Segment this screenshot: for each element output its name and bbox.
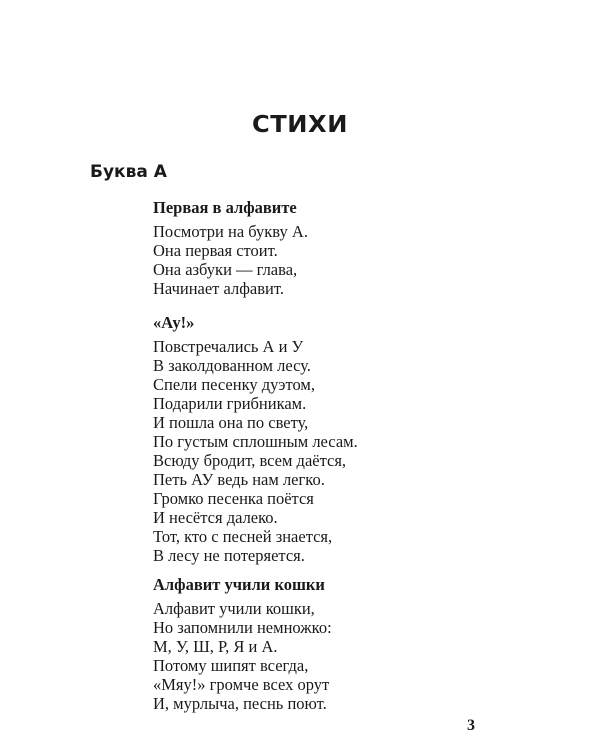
poem-line: Алфавит учили кошки, — [153, 599, 315, 618]
poem-line: В заколдованном лесу. — [153, 356, 311, 375]
poem-line: В лесу не потеряется. — [153, 546, 305, 565]
poem-line: Всюду бродит, всем даётся, — [153, 451, 347, 470]
poem-line: Громко песенка поётся — [153, 489, 314, 508]
poem-line: Петь АУ ведь нам легко. — [153, 470, 325, 489]
page-number: 3 — [467, 717, 475, 734]
poem-title: «Ау!» — [153, 313, 195, 332]
poem-line: Повстречались А и У — [153, 337, 304, 356]
poem-cats-learned-alphabet — [153, 575, 332, 713]
poem-line: Тот, кто с песней знается, — [153, 527, 333, 546]
section-title: СТИХИ — [252, 112, 348, 138]
poem-line: Посмотри на букву А. — [153, 222, 308, 241]
poem-line: Начинает алфавит. — [153, 279, 284, 298]
poem-line: «Мяу!» громче всех орут — [153, 675, 330, 694]
poem-title: Алфавит учили кошки — [153, 575, 325, 594]
poem-title: Первая в алфавите — [153, 198, 297, 217]
poem-line: И, мурлыча, песнь поют. — [153, 694, 327, 713]
poem-line: Подарили грибникам. — [153, 394, 307, 413]
poem-line: Потому шипят всегда, — [153, 656, 309, 675]
poem-line: Она азбуки — глава, — [153, 260, 298, 279]
poem-line: Она первая стоит. — [153, 241, 278, 260]
poem-first-in-alphabet — [153, 198, 308, 298]
poem-au — [153, 313, 358, 565]
poem-line: И пошла она по свету, — [153, 413, 309, 432]
chapter-title: Буква А — [90, 162, 167, 182]
poem-line: Но запомнили немножко: — [153, 618, 332, 637]
poem-line: По густым сплошным лесам. — [153, 432, 358, 451]
poem-line: И несётся далеко. — [153, 508, 278, 527]
poem-line: М, У, Ш, Р, Я и А. — [153, 637, 278, 656]
poem-line: Спели песенку дуэтом, — [153, 375, 315, 394]
